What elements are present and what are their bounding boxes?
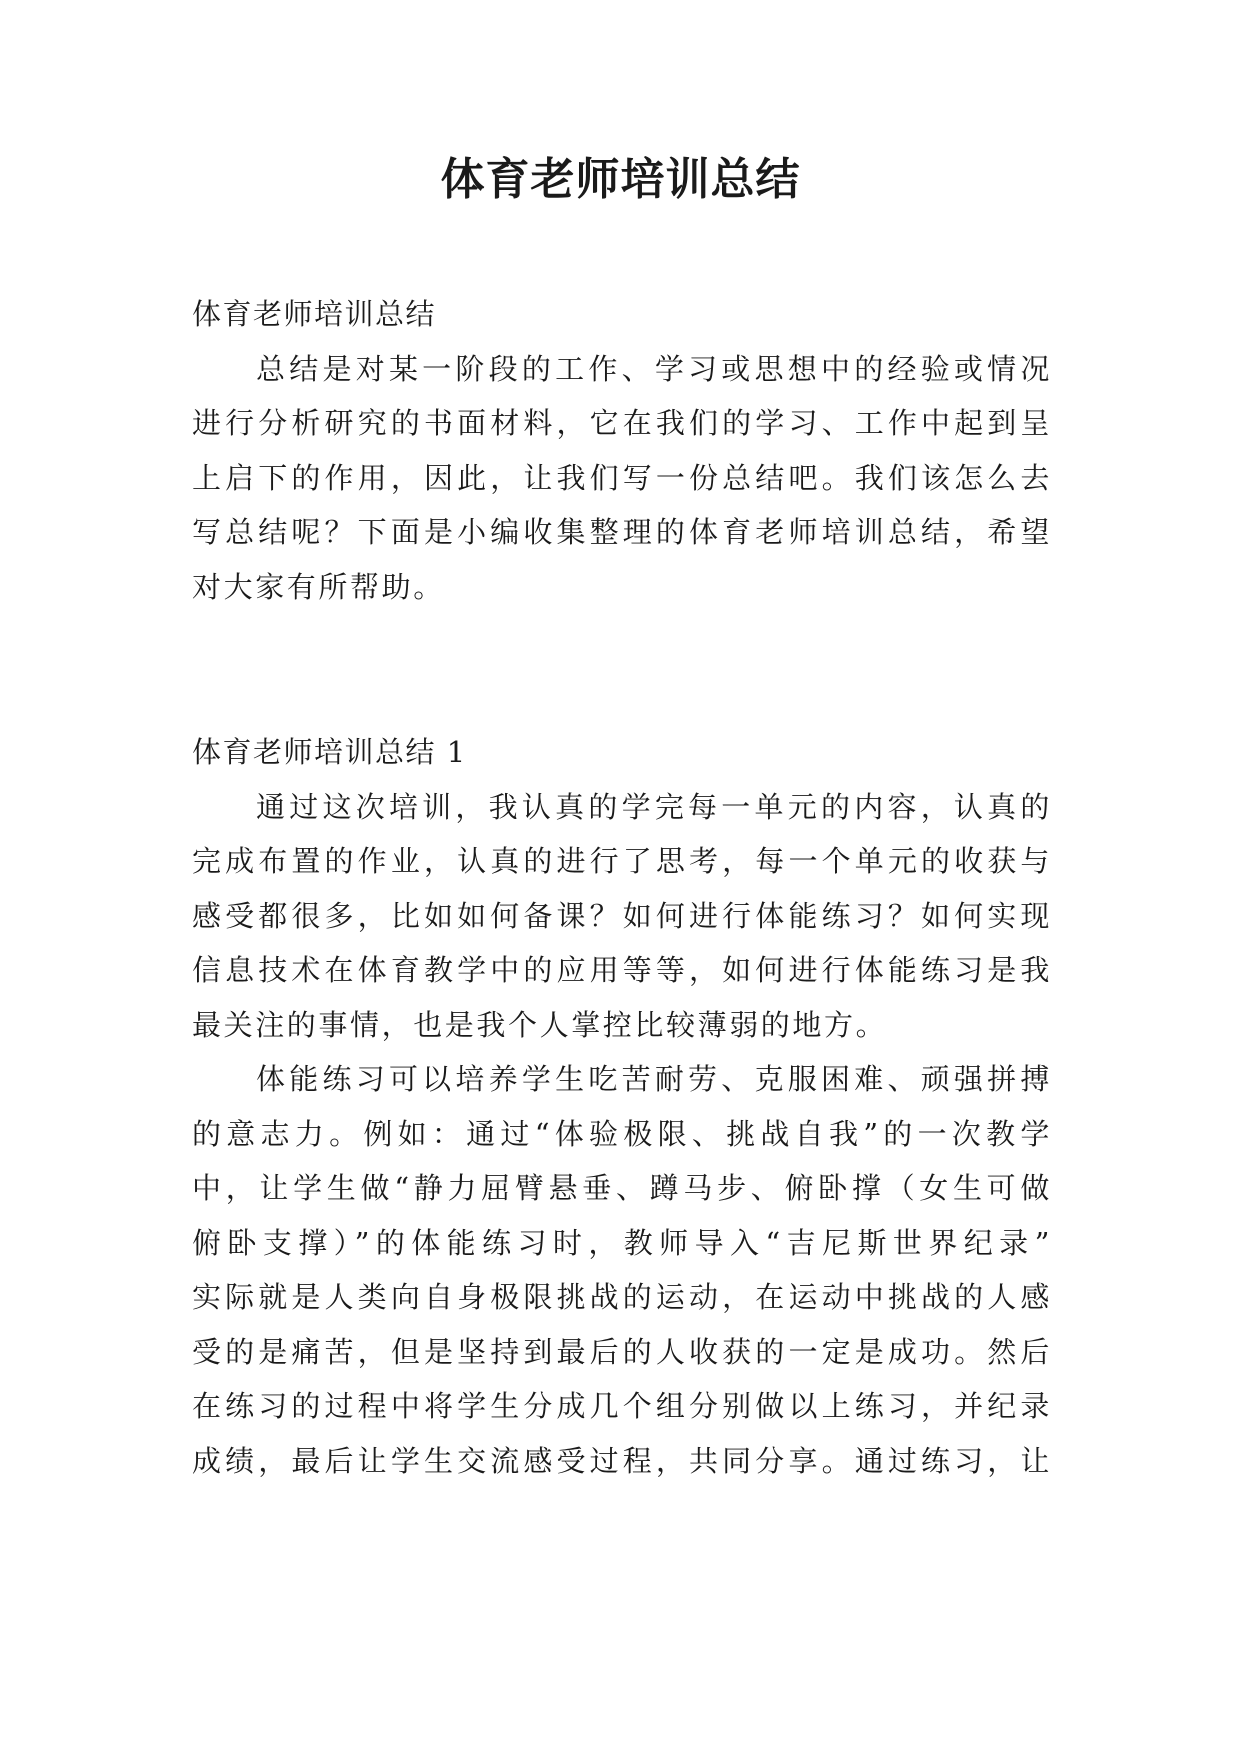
section-summary-1: [192, 725, 1052, 1488]
paragraph: [192, 342, 1052, 615]
paragraph-line: 实际就是人类向自身极限挑战的运动，在运动中挑战的人感: [192, 1280, 1052, 1314]
paragraph-line: 总结是对某一阶段的工作、学习或思想中的经验或情况: [256, 351, 1052, 386]
paragraph-line: 最关注的事情，也是我个人掌控比较薄弱的地方。: [192, 1007, 888, 1042]
paragraph-line: 通过这次培训，我认真的学完每一单元的内容，认真的: [256, 789, 1052, 824]
paragraph-line: 进行分析研究的书面材料，它在我们的学习、工作中起到呈: [192, 406, 1052, 440]
paragraph-line: 体能练习可以培养学生吃苦耐劳、克服困难、顽强拼搏: [256, 1062, 1052, 1096]
section-intro: [192, 287, 1052, 614]
document-body: [192, 287, 1052, 1488]
paragraph-line: 信息技术在体育教学中的应用等等，如何进行体能练习是我: [192, 953, 1052, 987]
paragraph-line: 俯卧支撑）”的体能练习时，教师导入“吉尼斯世界纪录”: [192, 1225, 1052, 1260]
paragraph-line: 写总结呢？下面是小编收集整理的体育老师培训总结，希望: [192, 515, 1052, 549]
document-title: 体育老师培训总结: [440, 154, 801, 205]
paragraph-line: 对大家有所帮助。: [192, 569, 445, 604]
paragraph-line: 感受都很多，比如如何备课？如何进行体能练习？如何实现: [192, 898, 1052, 933]
paragraph: [192, 1052, 1052, 1488]
section-spacer: [192, 614, 1052, 725]
section-heading: 体育老师培训总结: [192, 297, 437, 331]
paragraph-line: 中，让学生做“静力屈臂悬垂、蹲马步、俯卧撑（女生可做: [192, 1171, 1052, 1205]
paragraph-line: 的意志力。例如：通过“体验极限、挑战自我”的一次教学: [192, 1116, 1052, 1151]
paragraph-line: 成绩，最后让学生交流感受过程，共同分享。通过练习，让: [192, 1443, 1052, 1478]
paragraph: [192, 780, 1052, 1053]
section-heading: 体育老师培训总结 1: [192, 735, 467, 769]
paragraph-line: 上启下的作用，因此，让我们写一份总结吧。我们该怎么去: [192, 460, 1052, 495]
paragraph-line: 受的是痛苦，但是坚持到最后的人收获的一定是成功。然后: [192, 1334, 1052, 1369]
paragraph-line: 完成布置的作业，认真的进行了思考，每一个单元的收获与: [192, 844, 1052, 878]
paragraph-line: 在练习的过程中将学生分成几个组分别做以上练习，并纪录: [192, 1389, 1052, 1423]
